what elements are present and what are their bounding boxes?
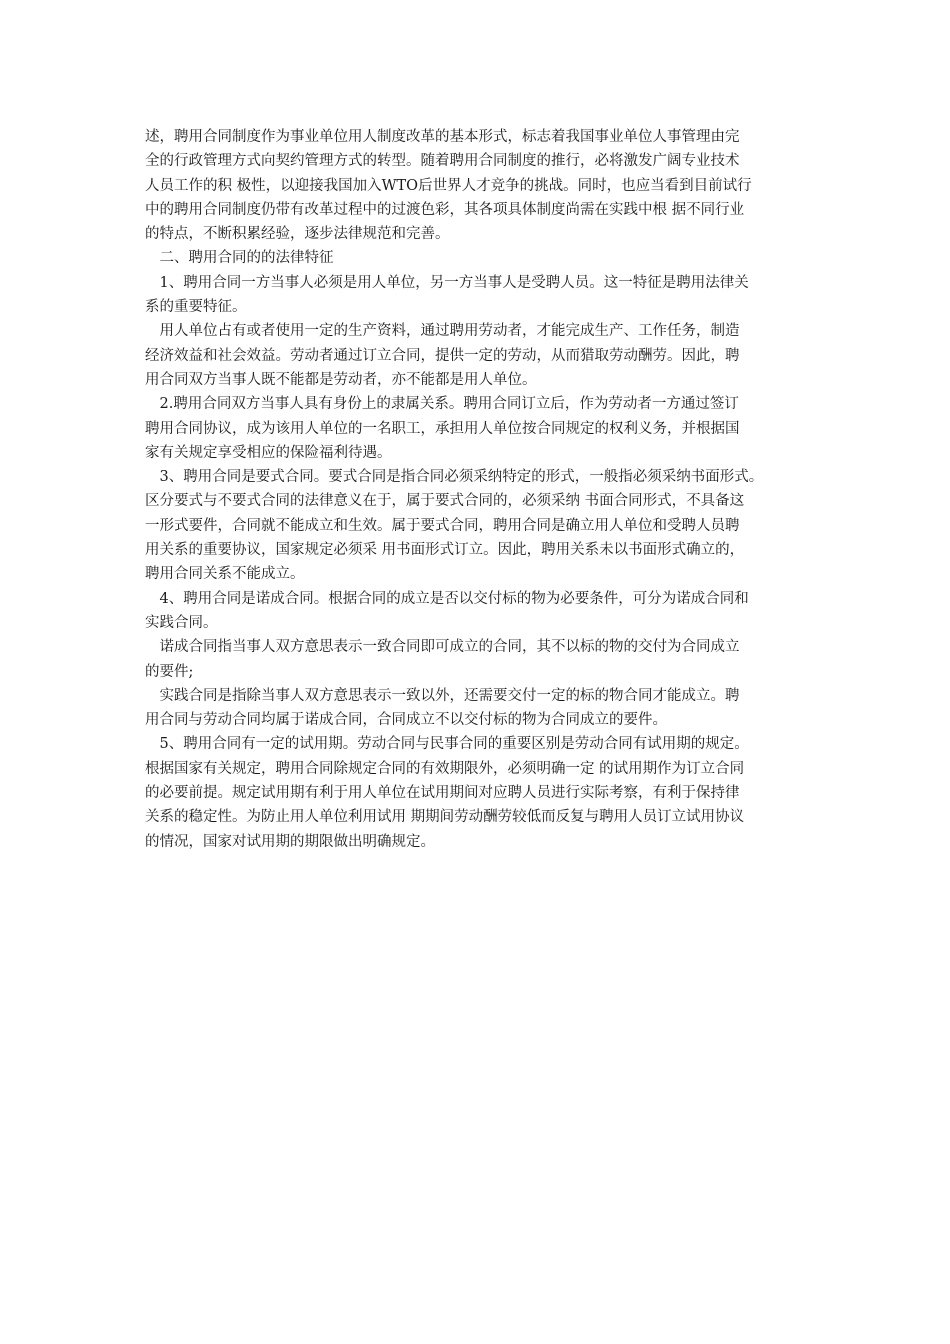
text-line: 中的聘用合同制度仍带有改革过程中的过渡色彩，其各项具体制度尚需在实践中根 据不同行业 bbox=[145, 201, 745, 218]
text-line: 的特点，不断积累经验，逐步法律规范和完善。 bbox=[145, 226, 450, 243]
text-line: 全的行政管理方式向契约管理方式的转型。随着聘用合同制度的推行，必将激发广阔专业技术 bbox=[145, 153, 740, 170]
text-line: 区分要式与不要式合同的法律意义在于，属于要式合同的，必须采纳 书面合同形式，不具备这 bbox=[145, 493, 745, 510]
text-line: 人员工作的积 极性，以迎接我国加入WTO后世界人才竞争的挑战。同时，也应当看到目前试行 bbox=[145, 177, 752, 194]
text-line: 用合同与劳动合同均属于诺成合同，合同成立不以交付标的物为合同成立的要件。 bbox=[145, 712, 667, 729]
text-line: 3、聘用合同是要式合同。要式合同是指合同必须采纳特定的形式，一般指必须采纳书面形式。 bbox=[145, 469, 764, 486]
text-line: 聘用合同协议，成为该用人单位的一名职工，承担用人单位按合同规定的权利义务，并根据国 bbox=[145, 420, 740, 437]
text-line: 诺成合同指当事人双方意思表示一致合同即可成立的合同，其不以标的物的交付为合同成立 bbox=[145, 639, 740, 656]
text-line: 的要件; bbox=[145, 663, 194, 680]
text-line: 述，聘用合同制度作为事业单位用人制度改革的基本形式，标志着我国事业单位人事管理由完 bbox=[145, 129, 740, 145]
text-line: 用关系的重要协议，国家规定必须采 用书面形式订立。因此，聘用关系未以书面形式确立的， bbox=[145, 542, 745, 559]
text-line: 1、聘用合同一方当事人必须是用人单位，另一方当事人是受聘人员。这一特征是聘用法律关 bbox=[145, 274, 749, 291]
text-line: 2.聘用合同双方当事人具有身份上的隶属关系。聘用合同订立后，作为劳动者一方通过签订 bbox=[145, 396, 739, 413]
text-line: 关系的稳定性。为防止用人单位利用试用 期期间劳动酬劳较低而反复与聘用人员订立试用协议 bbox=[145, 809, 745, 826]
text-line: 实践合同。 bbox=[145, 614, 218, 631]
text-line: 二、聘用合同的的法律特征 bbox=[145, 250, 334, 267]
text-line: 5、聘用合同有一定的试用期。劳动合同与民事合同的重要区别是劳动合同有试用期的规定。 bbox=[145, 736, 749, 753]
text-line: 4、聘用合同是诺成合同。根据合同的成立是否以交付标的物为必要条件，可分为诺成合同和 bbox=[145, 590, 749, 607]
text-line: 根据国家有关规定，聘用合同除规定合同的有效期限外，必须明确一定 的试用期作为订立合同 bbox=[145, 760, 745, 777]
document-body bbox=[145, 125, 820, 854]
text-line: 的情况，国家对试用期的期限做出明确规定。 bbox=[145, 833, 435, 850]
text-line: 聘用合同关系不能成立。 bbox=[145, 566, 305, 583]
text-line: 一形式要件，合同就不能成立和生效。属于要式合同，聘用合同是确立用人单位和受聘人员聘 bbox=[145, 517, 740, 534]
text-line: 用合同双方当事人既不能都是劳动者，亦不能都是用人单位。 bbox=[145, 371, 537, 388]
text-line: 经济效益和社会效益。劳动者通过订立合同，提供一定的劳动，从而猎取劳动酬劳。因此，聘 bbox=[145, 347, 740, 364]
text-line: 用人单位占有或者使用一定的生产资料，通过聘用劳动者，才能完成生产、工作任务，制造 bbox=[145, 323, 740, 340]
text-line: 家有关规定享受相应的保险福利待遇。 bbox=[145, 444, 392, 461]
text-line: 的必要前提。规定试用期有利于用人单位在试用期间对应聘人员进行实际考察，有利于保持律 bbox=[145, 785, 740, 802]
text-line: 实践合同是指除当事人双方意思表示一致以外，还需要交付一定的标的物合同才能成立。聘 bbox=[145, 687, 740, 704]
text-line: 系的重要特征。 bbox=[145, 299, 247, 316]
